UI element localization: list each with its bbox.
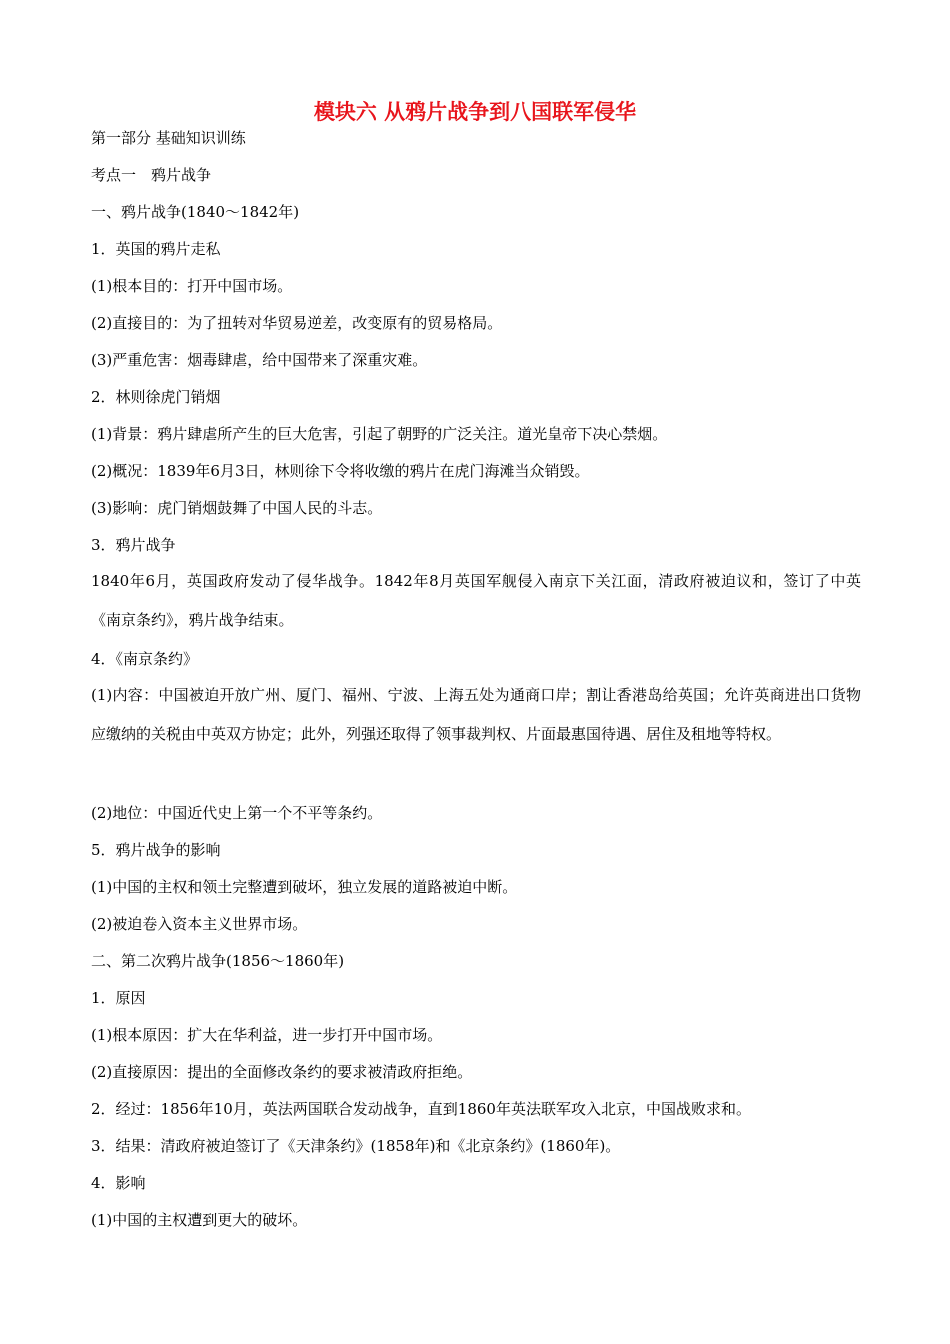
paragraph-line: (3)影响：虎门销烟鼓舞了中国人民的斗志。 <box>91 499 383 517</box>
paragraph-line: (1)根本原因：扩大在华利益，进一步打开中国市场。 <box>91 1026 443 1044</box>
paragraph-line: (2)直接目的：为了扭转对华贸易逆差，改变原有的贸易格局。 <box>91 314 503 332</box>
paragraph-line: (2)地位：中国近代史上第一个不平等条约。 <box>91 804 383 822</box>
paragraph-line: (1)中国的主权和领土完整遭到破坏，独立发展的道路被迫中断。 <box>91 878 518 896</box>
paragraph-line: (3)严重危害：烟毒肆虐，给中国带来了深重灾难。 <box>91 351 428 369</box>
paragraph-block: 1840年6月，英国政府发动了侵华战争。1842年8月英国军舰侵入南京下关江面，清政府被迫议和，签订了中英《南京条约》，鸦片战争结束。 <box>91 572 861 629</box>
subsection-heading: 3．鸦片战争 <box>91 536 176 554</box>
subsection-heading: 4．影响 <box>91 1174 146 1192</box>
subsection-heading: 1．原因 <box>91 989 146 1007</box>
section-heading: 二、第二次鸦片战争(1856～1860年) <box>91 952 345 970</box>
section-heading: 一、鸦片战争(1840～1842年) <box>91 203 300 221</box>
topic-heading: 考点一 鸦片战争 <box>91 166 212 184</box>
paragraph-block: (1)内容：中国被迫开放广州、厦门、福州、宁波、上海五处为通商口岸；割让香港岛给英国；允许英商进出口货物应缴纳的关税由中英双方协定；此外，列强还取得了领事裁判权、片面最惠国待遇、居住及租地等特权。 <box>91 686 861 743</box>
paragraph-line: (2)直接原因：提出的全面修改条约的要求被清政府拒绝。 <box>91 1063 473 1081</box>
subsection-heading: 5．鸦片战争的影响 <box>91 841 221 859</box>
paragraph-line: (1)中国的主权遭到更大的破坏。 <box>91 1211 308 1229</box>
paragraph-line: (2)被迫卷入资本主义世界市场。 <box>91 915 308 933</box>
subsection-heading: 4．《南京条约》 <box>91 650 199 668</box>
paragraph-line: 2．经过：1856年10月，英法两国联合发动战争，直到1860年英法联军攻入北京，中国战败求和。 <box>91 1100 751 1118</box>
subsection-heading: 1．英国的鸦片走私 <box>91 240 221 258</box>
paragraph-line: (1)背景：鸦片肆虐所产生的巨大危害，引起了朝野的广泛关注。道光皇帝下决心禁烟。 <box>91 425 668 443</box>
subsection-heading: 2．林则徐虎门销烟 <box>91 388 221 406</box>
paragraph-line: (1)根本目的：打开中国市场。 <box>91 277 293 295</box>
paragraph-line: (2)概况：1839年6月3日，林则徐下令将收缴的鸦片在虎门海滩当众销毁。 <box>91 462 590 480</box>
part-heading: 第一部分 基础知识训练 <box>91 129 246 147</box>
paragraph-line: 3．结果：清政府被迫签订了《天津条约》(1858年)和《北京条约》(1860年)。 <box>91 1137 621 1155</box>
document-title: 模块六 从鸦片战争到八国联军侵华 <box>313 99 637 124</box>
